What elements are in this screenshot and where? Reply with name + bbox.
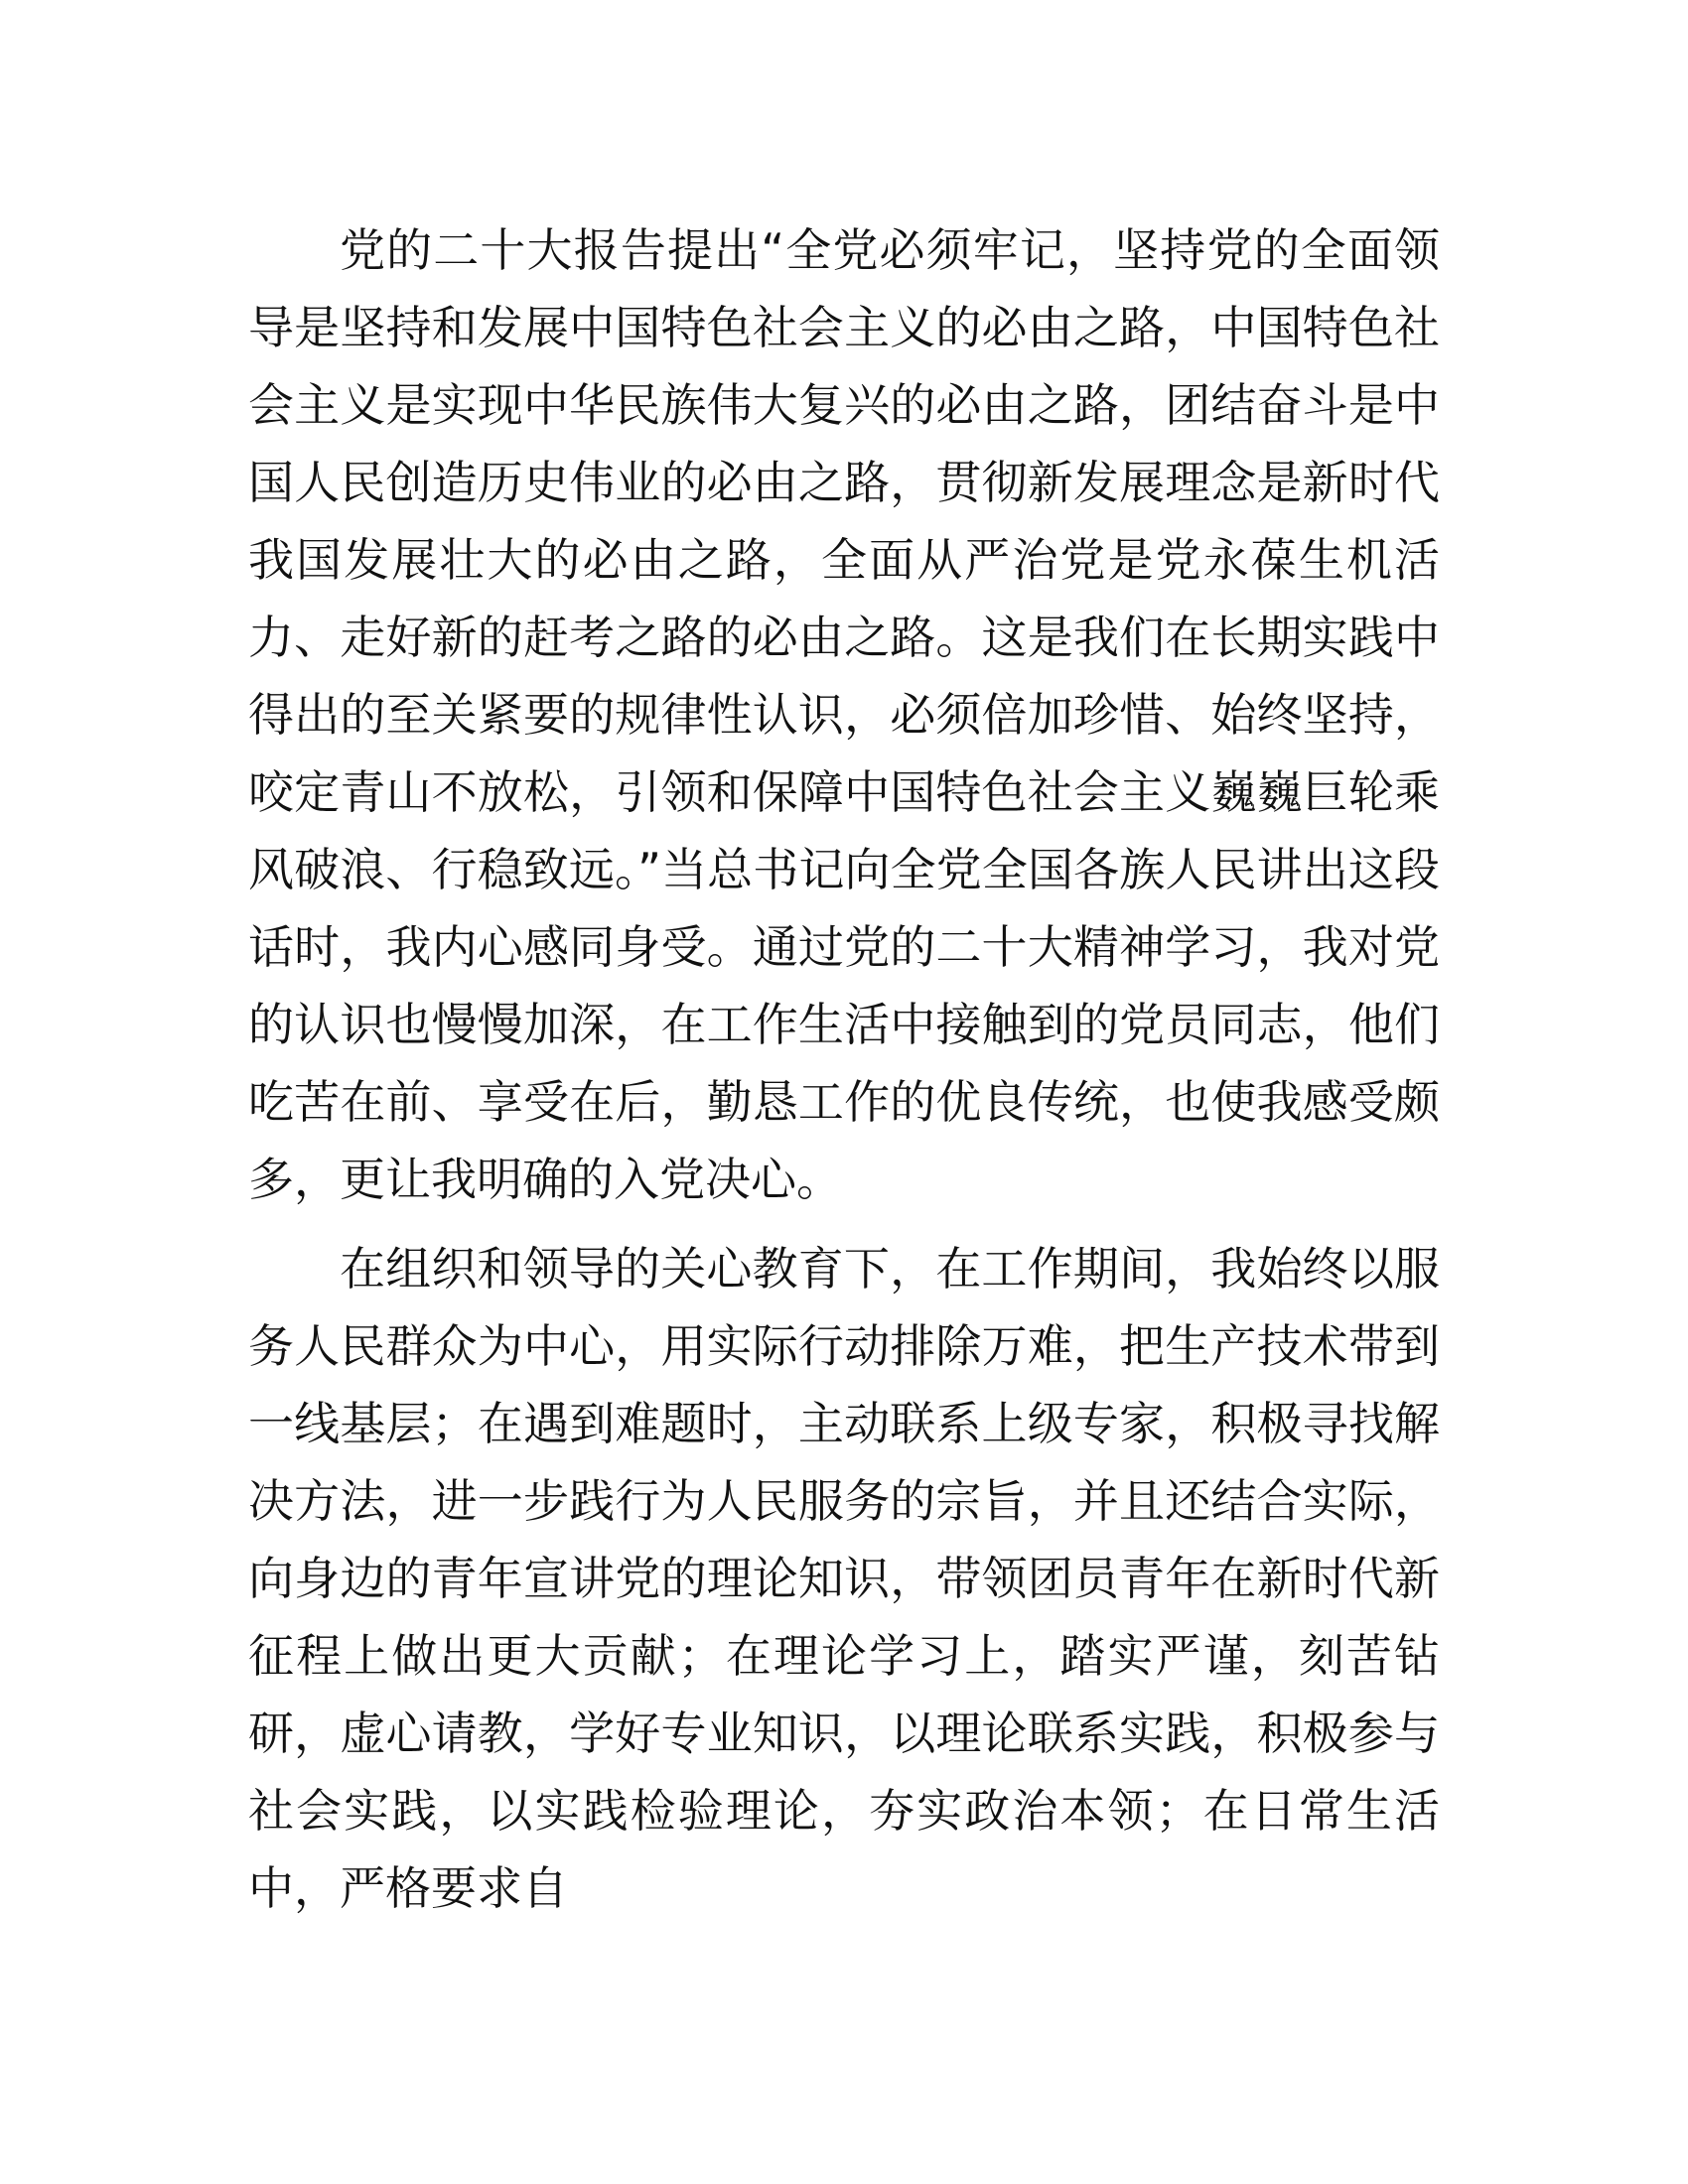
document-body: [248, 211, 1440, 1927]
paragraph-2: 在组织和领导的关心教育下，在工作期间，我始终以服务人民群众为中心，用实际行动排除万难，把生产技术带到一线基层；在遇到难题时，主动联系上级专家，积极寻找解决方法，进一步践行为人民服务的宗旨，并且还结合实际，向身边的青年宣讲党的理论知识，带领团员青年在新时代新征程上做出更大贡献；在理论学习上，踏实严谨，刻苦钻研，虚心请教，学好专业知识，以理论联系实践，积极参与社会实践，以实践检验理论，夯实政治本领；在日常生活中，严格要求自: [248, 1242, 1440, 1915]
paragraph-1: 党的二十大报告提出“全党必须牢记，坚持党的全面领导是坚持和发展中国特色社会主义的必由之路，中国特色社会主义是实现中华民族伟大复兴的必由之路，团结奋斗是中国人民创造历史伟业的必由之路，贯彻新发展理念是新时代我国发展壮大的必由之路，全面从严治党是党永葆生机活力、走好新的赶考之路的必由之路。这是我们在长期实践中得出的至关紧要的规律性认识，必须倍加珍惜、始终坚持，咬定青山不放松，引领和保障中国特色社会主义巍巍巨轮乘风破浪、行稳致远。”当总书记向全党全国各族人民讲出这段话时，我内心感同身受。通过党的二十大精神学习，我对党的认识也慢慢加深，在工作生活中接触到的党员同志，他们吃苦在前、享受在后，勤恳工作的优良传统，也使我感受颇多，更让我明确的入党决心。: [248, 223, 1440, 1206]
